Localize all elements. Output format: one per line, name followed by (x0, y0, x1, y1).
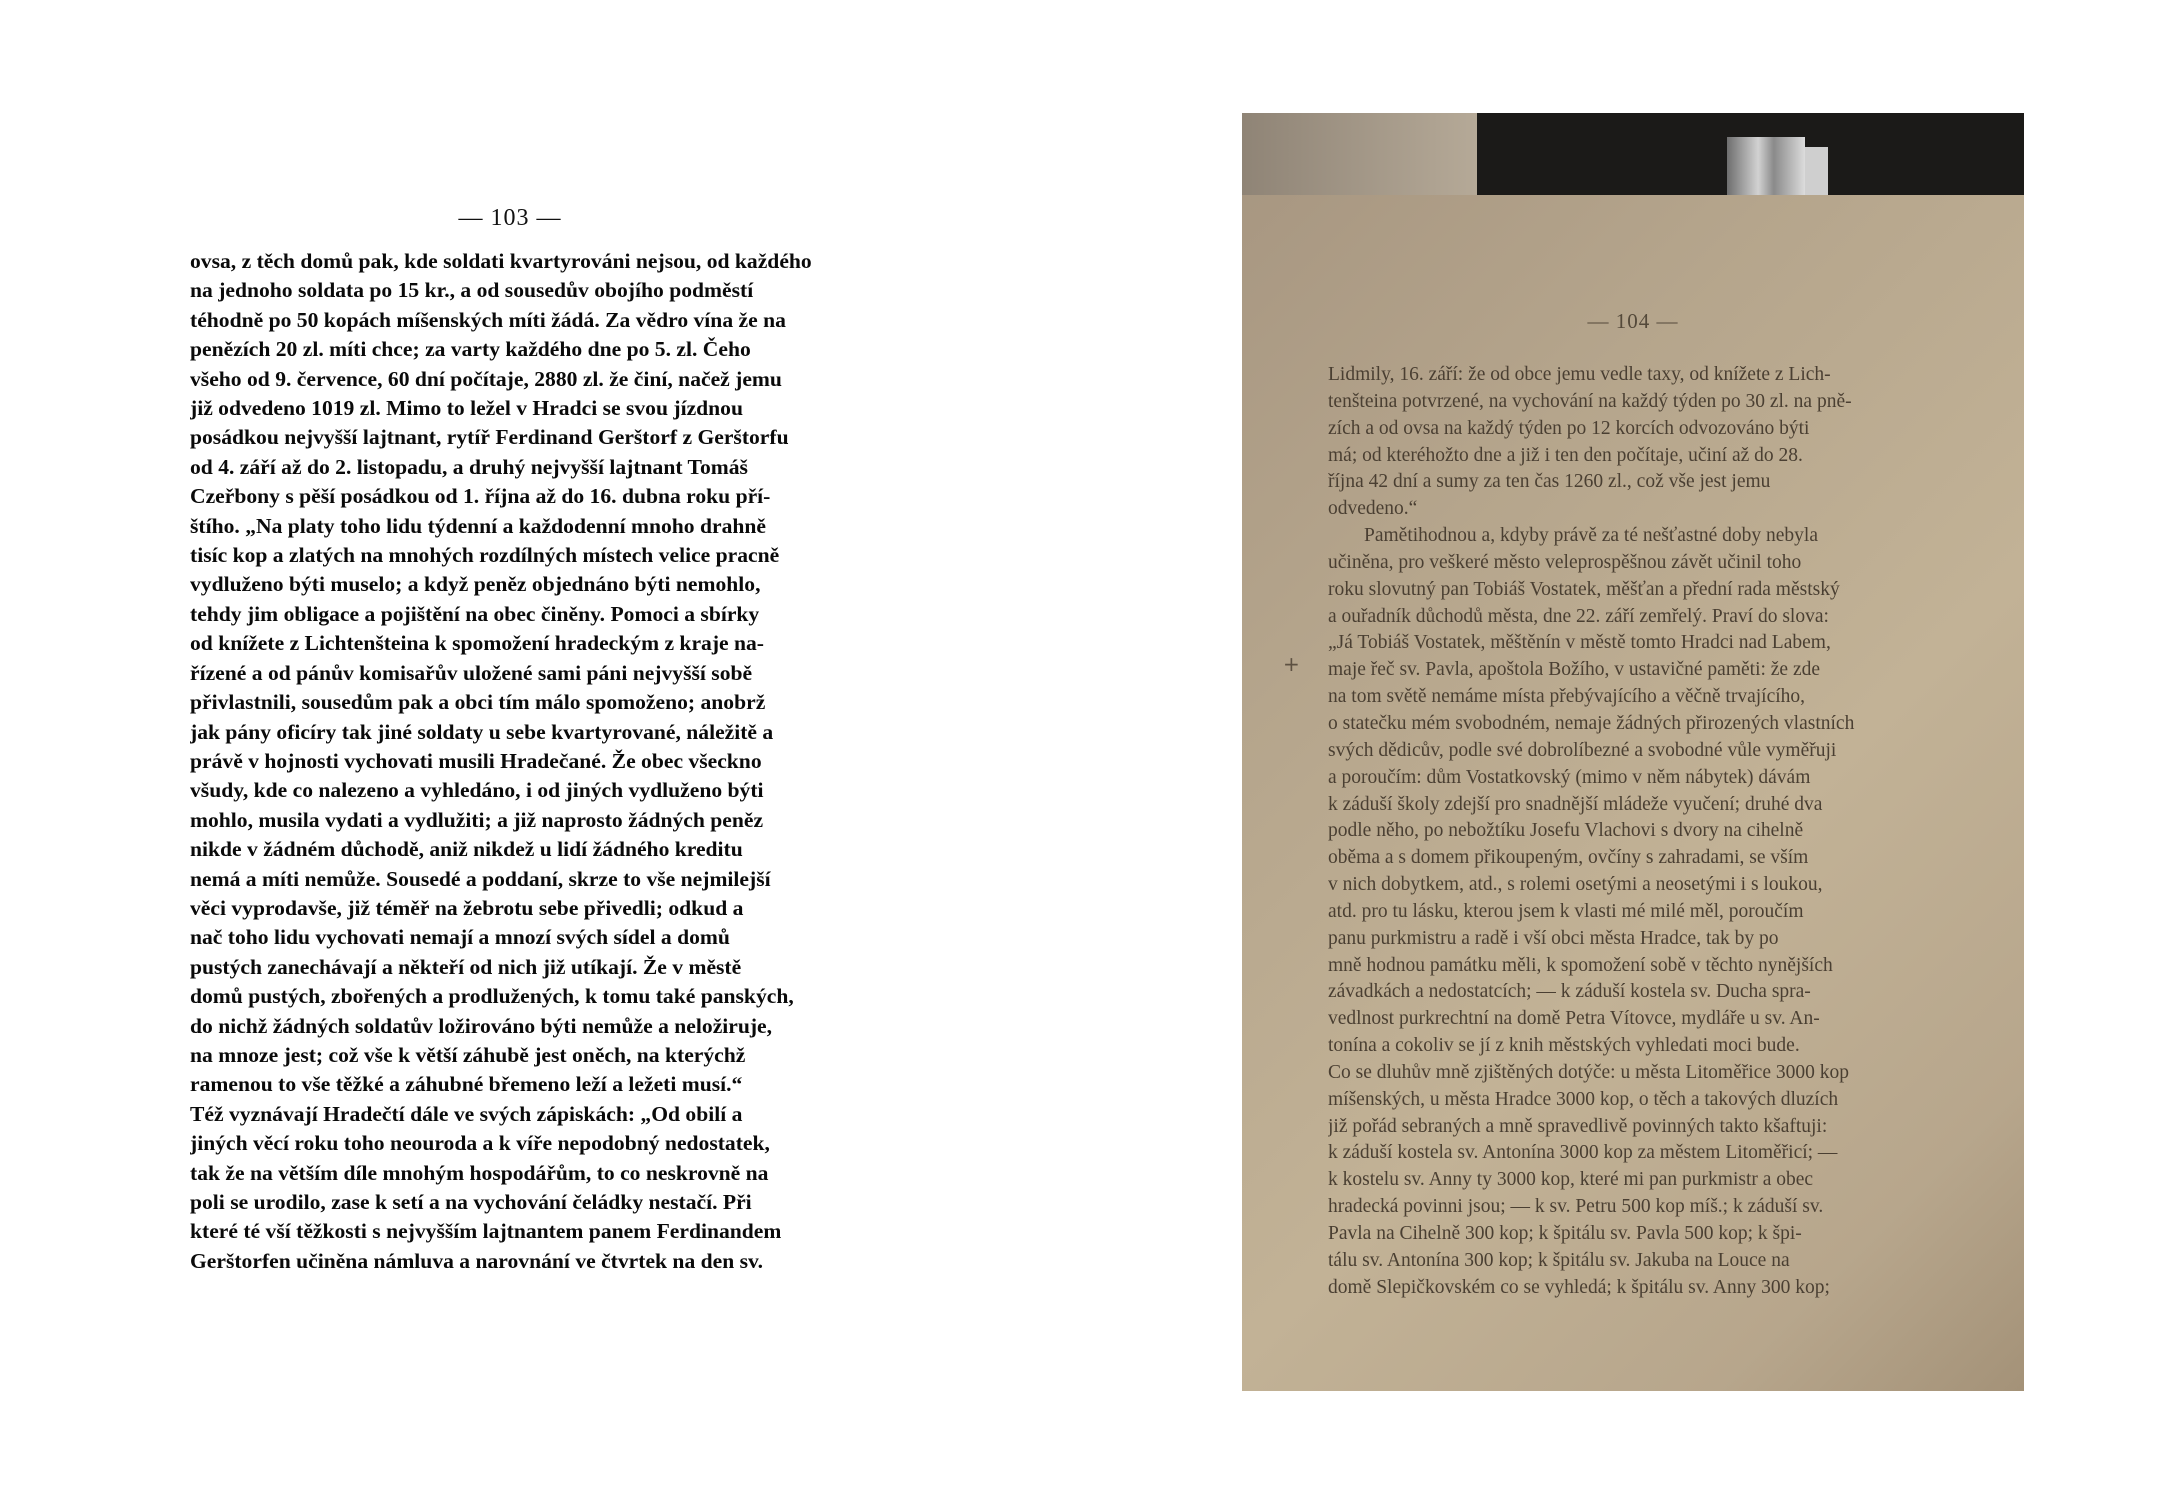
left-text-line: na jednoho soldata po 15 kr., a od sousedův obojího podměstí (190, 278, 754, 303)
right-text-line: již pořád sebraných a mně spravedlivě povinných takto kšaftuji: (1328, 1115, 1828, 1137)
left-text-line: penězích 20 zl. míti chce; za varty každého dne po 5. zl. Čeho (190, 337, 751, 362)
right-page-photo (1242, 113, 2024, 1391)
left-text-line: všeho od 9. července, 60 dní počítaje, 2880 zl. že činí, načež jemu (190, 366, 782, 391)
left-text-line: věci vyprodavše, již téměř na žebrotu sebe přivedli; odkud a (190, 895, 744, 920)
right-text-line: Lidmily, 16. září: že od obce jemu vedle taxy, od knížete z Lich- (1328, 364, 1831, 385)
left-text-line: tehdy jim obligace a pojištění na obec činěny. Pomoci a sbírky (190, 601, 760, 626)
right-text-line: mně hodnou památku měli, k spomožení sobě v těchto nynějších (1328, 954, 1833, 976)
left-text-line: nač toho lidu vychovati nemají a mnozí svých sídel a domů (190, 925, 730, 950)
left-text-line: od 4. září až do 2. listopadu, a druhý nejvyšší lajtnant Tomáš (190, 454, 748, 479)
right-text-line: tenšteina potvrzené, na vychování na každý týden po 30 zl. na pně- (1328, 390, 1852, 412)
left-text-line: právě v hojnosti vychovati musili Hradečané. Že obec všeckno (190, 748, 762, 773)
left-text-line: nikde v žádném důchodě, aniž nikdež u lidí žádného kreditu (190, 837, 743, 862)
page-number-right: — 104 — (1587, 309, 1679, 333)
right-page-body-text (1328, 362, 1988, 1302)
left-text-line: na mnoze jest; což vše k větší záhubě jest oněch, na kterýchž (190, 1042, 746, 1067)
right-text-line: k záduší kostela sv. Antonína 3000 kop za městem Litoměřicí; — (1328, 1142, 1838, 1164)
left-text-line: téhodně po 50 kopách míšenských míti žádá. Za vědro vína že na (190, 307, 786, 332)
right-text-line: atd. pro tu lásku, kterou jsem k vlasti mé milé měl, poroučím (1328, 900, 1804, 922)
right-text-line: v nich dobytkem, atd., s rolemi osetými a neosetými i s loukou, (1328, 874, 1823, 896)
right-text-line: roku slovutný pan Tobiáš Vostatek, měšťan a přední rada městský (1328, 578, 1840, 600)
right-text-line: má; od kteréhožto dne a již i ten den počítaje, učiní až do 28. (1328, 444, 1803, 466)
left-text-line: mohlo, musila vydati a vydlužiti; a již naprosto žádných peněz (190, 807, 764, 832)
left-text-line: ovsa, z těch domů pak, kde soldati kvartyrováni nejsou, od každého (190, 249, 812, 273)
right-text-line: na tom světě nemáme místa přebývajícího a věčně trvajícího, (1328, 686, 1806, 708)
left-text-line: štího. „Na platy toho lidu týdenní a každodenní mnoho drahně (190, 513, 766, 538)
left-text-line: domů pustých, zbořených a prodlužených, k tomu také panských, (190, 984, 794, 1009)
right-text-line: míšenských, u města Hradce 3000 kop, o těch a takových dluzích (1328, 1088, 1839, 1110)
left-text-line: jak pány oficíry tak jiné soldaty u sebe kvartyrované, náležitě a (190, 719, 774, 744)
left-text-line: posádkou nejvyšší lajtnant, rytíř Ferdinand Gerštorf z Gerštorfu (190, 425, 789, 450)
left-text-line: vydluženo býti muselo; a když peněz objednáno býti nemohlo, (190, 572, 761, 597)
left-text-line: od knížete z Lichtenšteina k spomožení hradeckým z kraje na- (190, 631, 764, 656)
right-text-line: závadkách a nedostatcích; — k záduší kostela sv. Ducha spra- (1328, 981, 1811, 1003)
right-text-line: a poroučím: dům Vostatkovský (mimo v něm nábytek) dávám (1328, 766, 1811, 788)
right-text-line: Pavla na Cihelně 300 kop; k špitálu sv. Pavla 500 kop; k špi- (1328, 1223, 1802, 1244)
left-text-line: řízené a od pánův komisařův uložené sami páni nejvyšší sobě (190, 660, 753, 685)
right-text-line: o statečku mém svobodném, nemaje žádných přirozených vlastních (1328, 712, 1855, 734)
left-text-line: které té vší těžkosti s nejvyšším lajtnantem panem Ferdinandem (190, 1219, 782, 1244)
page-number-left: — 103 — (458, 205, 562, 231)
left-text-line: tisíc kop a zlatých na mnohých rozdílných místech velice pracně (190, 543, 780, 568)
right-text-line: hradecká povinni jsou; — k sv. Petru 500 kop míš.; k záduší sv. (1328, 1196, 1824, 1218)
left-text-line: poli se urodilo, zase k setí a na vychování čeládky nestačí. Při (190, 1190, 752, 1214)
right-text-line: oběma a s domem přikoupeným, ovčíny s zahradami, se vším (1328, 847, 1809, 869)
right-text-line: učiněna, pro veškeré město veleprospěšnou závět učinil toho (1328, 551, 1802, 573)
right-text-line: svých dědicův, podle své dobrolíbezné a svobodné vůle vyměřuji (1328, 739, 1837, 761)
left-text-line: Gerštorfen učiněna námluva a narovnání ve čtvrtek na den sv. (190, 1248, 764, 1273)
left-text-line: všudy, kde co nalezeno a vyhledáno, i od jiných vydluženo býti (190, 778, 764, 803)
left-text-line: Též vyznávají Hradečtí dále ve svých zápiskách: „Od obilí a (190, 1101, 743, 1126)
left-text-line: přivlastnili, sousedům pak a obci tím málo spomoženo; anobrž (190, 690, 766, 715)
right-text-line: „Já Tobiáš Vostatek, měštěnín v městě tomto Hradci nad Labem, (1328, 632, 1831, 654)
left-text-line: již odvedeno 1019 zl. Mimo to ležel v Hradci se svou jízdnou (190, 396, 743, 421)
left-text-line: ramenou to vše těžké a záhubné břemeno leží a ležeti musí.“ (190, 1072, 743, 1097)
left-text-line: do nichž žádných soldatův ložirováno býti nemůže a neložiruje, (190, 1013, 773, 1038)
scan-edge-light (1242, 113, 1482, 195)
right-text-line: k záduší školy zdejší pro snadnější mládeže vyučení; druhé dva (1328, 793, 1823, 815)
right-text-line: a ouřadník důchodů města, dne 22. září zemřelý. Praví do slova: (1328, 605, 1829, 627)
right-text-line: tonína a cokoliv se jí z knih městských vyhledati moci bude. (1328, 1035, 1800, 1057)
left-text-line: Czeřbony s pěší posádkou od 1. října až do 16. dubna roku pří- (190, 484, 771, 509)
right-text-line: odvedeno.“ (1328, 498, 1418, 520)
left-page-body-text (190, 247, 858, 1276)
margin-cross-mark: + (1283, 652, 1300, 676)
right-text-line: Pamětihodnou a, kdyby právě za té nešťastné doby nebyla (1364, 525, 1818, 547)
scan-edge-mark-2 (1805, 147, 1828, 195)
right-text-line: tálu sv. Antonína 300 kop; k špitálu sv. Jakuba na Louce na (1328, 1249, 1790, 1271)
right-text-line: panu purkmistru a radě i vší obci města Hradce, tak by po (1328, 927, 1779, 949)
right-text-line: října 42 dní a sumy za ten čas 1260 zl., což vše jest jemu (1328, 471, 1771, 493)
scan-edge-mark (1727, 137, 1805, 195)
right-text-line: k kostelu sv. Anny ty 3000 kop, které mi pan purkmistr a obec (1328, 1169, 1814, 1191)
right-text-line: zích a od ovsa na každý týden po 12 korcích odvozováno býti (1328, 417, 1810, 439)
right-text-line: maje řeč sv. Pavla, apoštola Božího, v ustavičné paměti: že zde (1328, 659, 1821, 681)
left-text-line: pustých zanechávají a někteří od nich již utíkají. Že v městě (190, 954, 742, 979)
left-text-line: tak že na větším díle mnohým hospodářům, to co neskrovně na (190, 1160, 769, 1185)
right-text-line: vedlnost purkrechtní na domě Petra Vítovce, mydláře u sv. An- (1328, 1008, 1820, 1030)
right-text-line: domě Slepičkovském co se vyhledá; k špitálu sv. Anny 300 kop; (1328, 1276, 1830, 1298)
left-text-line: nemá a míti nemůže. Sousedé a poddaní, skrze to vše nejmilejší (190, 866, 771, 891)
left-page (150, 0, 870, 1500)
left-text-line: jiných věcí roku toho neouroda a k víře nepodobný nedostatek, (190, 1131, 770, 1156)
right-text-line: podle něho, po nebožtíku Josefu Vlachovi s dvory na cihelně (1328, 820, 1804, 842)
right-text-line: Co se dluhův mně zjištěných dotýče: u města Litoměřice 3000 kop (1328, 1061, 1849, 1083)
